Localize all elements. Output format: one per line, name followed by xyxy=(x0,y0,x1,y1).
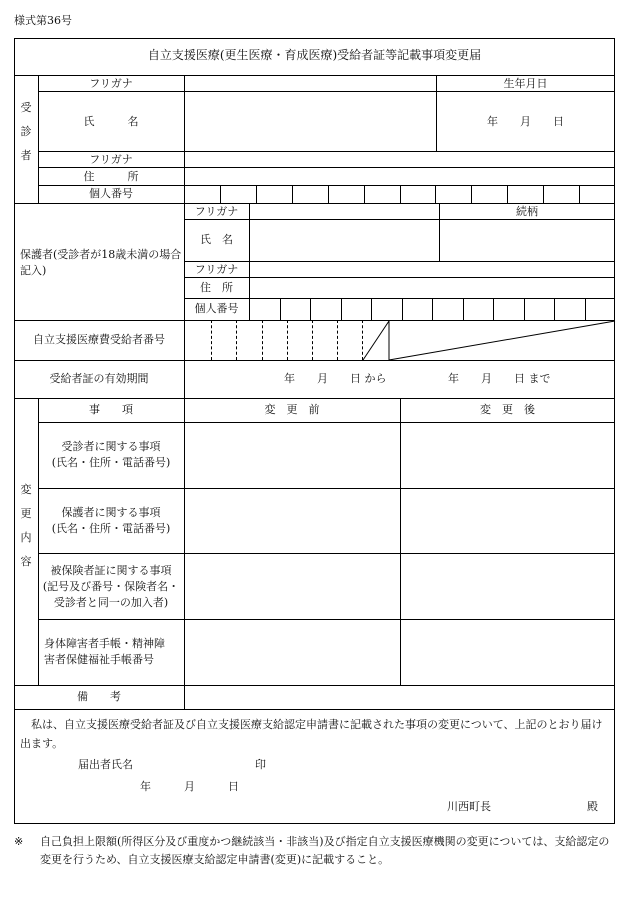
rule xyxy=(14,203,615,204)
rule xyxy=(38,151,615,152)
digit-cell-divider xyxy=(463,298,464,320)
patient-address-field[interactable] xyxy=(185,168,614,184)
digit-cell-divider xyxy=(554,298,555,320)
seal-mark: 印 xyxy=(255,758,266,771)
applicant-name-label: 届出者氏名 xyxy=(78,758,133,771)
guardian-address-field[interactable] xyxy=(250,278,614,297)
digit-cell-divider xyxy=(341,298,342,320)
digit-cell-divider xyxy=(364,185,365,203)
rule xyxy=(184,261,615,262)
guardian-section-label: 保護者(受診者が18歳未満の場合記入) xyxy=(20,248,182,277)
change-item-insurance: 被保険者証に関する事項 (記号及び番号・保険者名・ 受診者と同一の加入者) xyxy=(42,564,180,609)
birthdate-field[interactable]: 年 月 日 xyxy=(487,115,564,128)
change-before-field[interactable] xyxy=(185,423,399,487)
digit-cell-divider xyxy=(435,185,436,203)
guardian-address-furigana-label: フリガナ xyxy=(194,263,239,276)
digit-cell-divider xyxy=(524,298,525,320)
patient-name-label: 氏 名 xyxy=(83,115,139,128)
guardian-relation-field[interactable] xyxy=(440,220,614,260)
col-item-header: 事 項 xyxy=(89,403,133,416)
footnote-text: 自己負担上限額(所得区分及び重度かつ継続該当・非該当)及び指定自立支援医療機関の変更については、支給認定の変更を行うため、自立支援医療支給認定申請書(変更)に記載すること。 xyxy=(40,835,610,866)
digit-cell-divider xyxy=(280,298,281,320)
change-after-field[interactable] xyxy=(401,620,614,684)
form-number: 様式第36号 xyxy=(14,14,72,27)
honorific: 殿 xyxy=(587,800,598,813)
validity-from-field[interactable]: 年 月 日 から xyxy=(284,372,387,385)
change-before-field[interactable] xyxy=(185,489,399,552)
digit-cell-divider xyxy=(585,298,586,320)
patient-name-field[interactable] xyxy=(185,92,435,150)
patient-address-furigana-label: フリガナ xyxy=(89,153,133,166)
guardian-relation-label: 続柄 xyxy=(516,205,538,218)
digit-cell-divider xyxy=(292,185,293,203)
addressee: 川西町長 xyxy=(447,800,491,813)
col-after-header: 変 更 後 xyxy=(480,403,535,416)
change-after-field[interactable] xyxy=(401,554,614,618)
guardian-my-number-field[interactable] xyxy=(249,298,615,320)
rule xyxy=(14,709,615,710)
change-after-field[interactable] xyxy=(401,489,614,552)
change-item-patient: 受診者に関する事項 (氏名・住所・電話番号) xyxy=(51,440,171,469)
declaration-text: 私は、自立支援医療受給者証及び自立支援医療支給認定申請書に記載された事項の変更について、上記のとおり届け出ます。 xyxy=(20,718,603,750)
remarks-field[interactable] xyxy=(185,686,614,708)
changes-section-label: 変更内容 xyxy=(20,483,32,568)
guardian-furigana-label: フリガナ xyxy=(194,205,239,218)
change-before-field[interactable] xyxy=(185,620,399,684)
rule xyxy=(14,75,615,76)
guardian-name-field[interactable] xyxy=(250,220,438,260)
change-item-handbook: 身体障害者手帳・精神障 害者保健福祉手帳番号 xyxy=(44,637,165,666)
digit-cell-divider xyxy=(432,298,433,320)
rule xyxy=(14,398,615,399)
form-title: 自立支援医療(更生医療・育成医療)受給者証等記載事項変更届 xyxy=(147,48,482,62)
guardian-address-label: 住 所 xyxy=(200,281,233,294)
col-before-header: 変 更 前 xyxy=(264,403,320,416)
rule xyxy=(184,360,185,398)
footnote-mark: ※ xyxy=(14,835,24,848)
patient-my-number-label: 個人番号 xyxy=(89,187,133,200)
recipient-number-label: 自立支援医療費受給者番号 xyxy=(33,333,165,346)
recipient-number-slash xyxy=(184,320,616,361)
digit-cell-divider xyxy=(507,185,508,203)
digit-cell-divider xyxy=(471,185,472,203)
remarks-label: 備 考 xyxy=(77,690,121,703)
validity-label: 受給者証の有効期間 xyxy=(49,372,149,385)
guardian-my-number-label: 個人番号 xyxy=(194,302,239,315)
digit-cell-divider xyxy=(402,298,403,320)
birthdate-label: 生年月日 xyxy=(503,77,548,90)
change-item-guardian: 保護者に関する事項 (氏名・住所・電話番号) xyxy=(51,506,171,535)
patient-furigana-label: フリガナ xyxy=(89,77,133,90)
digit-cell-divider xyxy=(256,185,257,203)
patient-section-label: 受診者 xyxy=(20,101,32,162)
application-date[interactable]: 年 月 日 xyxy=(140,780,239,793)
digit-cell-divider xyxy=(579,185,580,203)
change-after-field[interactable] xyxy=(401,423,614,487)
change-before-field[interactable] xyxy=(185,554,399,618)
digit-cell-divider xyxy=(310,298,311,320)
patient-address-label: 住 所 xyxy=(83,170,139,183)
digit-cell-divider xyxy=(400,185,401,203)
digit-cell-divider xyxy=(220,185,221,203)
patient-my-number-field[interactable] xyxy=(184,185,615,203)
digit-cell-divider xyxy=(493,298,494,320)
validity-to-field[interactable]: 年 月 日 まで xyxy=(448,372,551,385)
digit-cell-divider xyxy=(371,298,372,320)
digit-cell-divider xyxy=(328,185,329,203)
applicant-name-field[interactable] xyxy=(150,755,250,773)
guardian-name-label: 氏 名 xyxy=(200,233,233,246)
digit-cell-divider xyxy=(543,185,544,203)
